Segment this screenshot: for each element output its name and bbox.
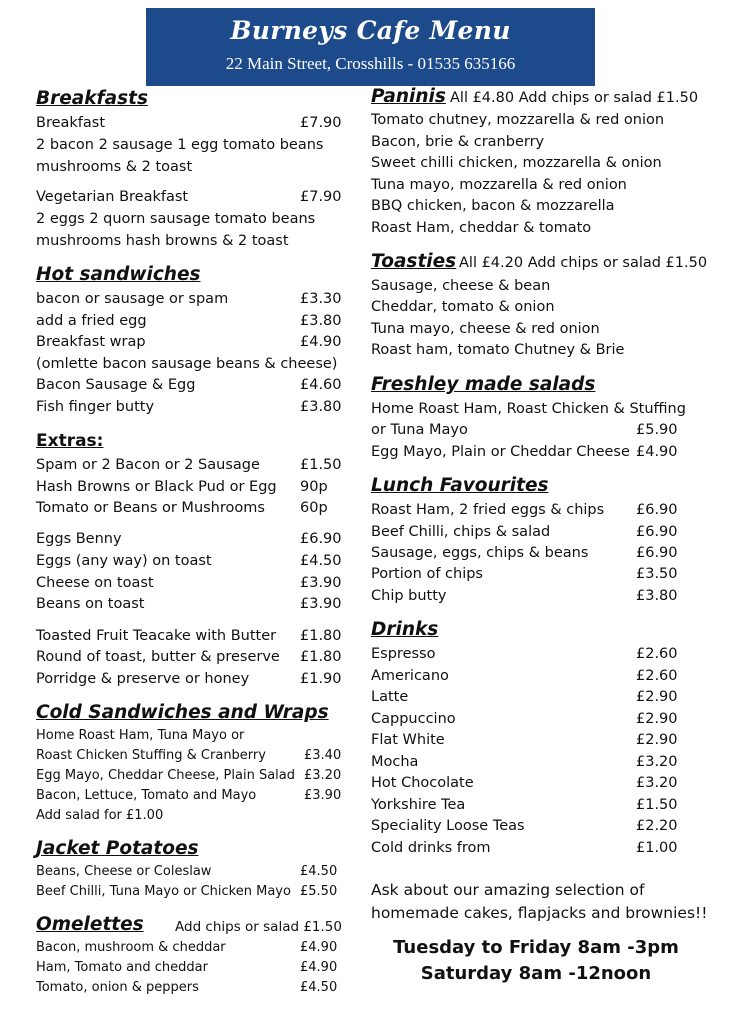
item-description: (omlette bacon sausage beans & cheese): [36, 356, 338, 372]
menu-item: Porridge & preserve or honey: [36, 671, 250, 687]
item-price: £3.90: [304, 788, 342, 803]
section-note: All £4.20 Add chips or salad £1.50: [459, 255, 708, 271]
menu-item: Home Roast Ham, Tuna Mayo or: [36, 728, 245, 743]
item-description: mushrooms & 2 toast: [36, 159, 193, 175]
item-price: £1.50: [636, 797, 678, 813]
item-price: £2.60: [636, 646, 678, 662]
item-price: £1.80: [300, 649, 342, 665]
item-price: £4.90: [636, 444, 678, 460]
menu-item: Roast Ham, cheddar & tomato: [371, 220, 592, 236]
menu-item: Fish finger butty: [36, 399, 155, 415]
section-heading-toasties: Toasties: [371, 251, 457, 272]
menu-item: Breakfast: [36, 115, 106, 131]
menu-item: Eggs Benny: [36, 531, 122, 547]
menu-item: Yorkshire Tea: [371, 797, 466, 813]
item-price: £7.90: [300, 115, 342, 131]
menu-item: Tuna mayo, mozzarella & red onion: [371, 177, 627, 193]
menu-item: Cheese on toast: [36, 575, 154, 591]
menu-item: Eggs (any way) on toast: [36, 553, 212, 569]
section-heading-extras: Extras:: [36, 431, 104, 451]
menu-item: Spam or 2 Bacon or 2 Sausage: [36, 457, 260, 473]
menu-item: Tomato chutney, mozzarella & red onion: [371, 112, 665, 128]
menu-item: Espresso: [371, 646, 436, 662]
menu-item: Bacon Sausage & Egg: [36, 377, 196, 393]
menu-item: Hot Chocolate: [371, 775, 474, 791]
item-price: 90p: [300, 479, 328, 495]
menu-item: Toasted Fruit Teacake with Butter: [36, 628, 277, 644]
item-price: £3.30: [300, 291, 342, 307]
menu-item: Flat White: [371, 732, 445, 748]
info-line: homemade cakes, flapjacks and brownies!!: [371, 904, 708, 922]
section-heading-paninis: Paninis: [371, 86, 446, 107]
item-price: £3.20: [636, 775, 678, 791]
menu-item: Chip butty: [371, 588, 447, 604]
menu-item: Sausage, eggs, chips & beans: [371, 545, 589, 561]
section-heading-hot-sandwiches: Hot sandwiches: [36, 264, 201, 285]
section-heading-lunch-favourites: Lunch Favourites: [371, 475, 549, 496]
item-price: £6.90: [636, 524, 678, 540]
address-line: 22 Main Street, Crosshills - 01535 635166: [225, 54, 516, 73]
item-price: £1.80: [300, 628, 342, 644]
section-heading-breakfasts: Breakfasts: [36, 88, 148, 109]
menu-item: Cheddar, tomato & onion: [371, 299, 555, 315]
menu-item: or Tuna Mayo: [371, 422, 468, 438]
menu-item: Cappuccino: [371, 711, 456, 727]
item-price: £6.90: [300, 531, 342, 547]
menu-item: Cold drinks from: [371, 840, 491, 856]
item-price: £2.20: [636, 818, 678, 834]
item-price: 60p: [300, 500, 328, 516]
menu-item: Vegetarian Breakfast: [36, 189, 189, 205]
item-price: £3.50: [636, 566, 678, 582]
menu-note: Add salad for £1.00: [36, 808, 164, 823]
item-price: £3.80: [300, 399, 342, 415]
menu-item: Home Roast Ham, Roast Chicken & Stuffing: [371, 401, 686, 417]
item-description: mushrooms hash browns & 2 toast: [36, 233, 289, 249]
menu-item: Tomato, onion & peppers: [36, 980, 199, 995]
item-price: £6.90: [636, 545, 678, 561]
item-description: 2 eggs 2 quorn sausage tomato beans: [36, 211, 316, 227]
menu-item: Tuna mayo, cheese & red onion: [371, 321, 600, 337]
item-price: £5.50: [300, 884, 338, 899]
item-price: £4.60: [300, 377, 342, 393]
menu-item: Sausage, cheese & bean: [371, 278, 551, 294]
menu-item: Round of toast, butter & preserve: [36, 649, 280, 665]
menu-item: Beef Chilli, Tuna Mayo or Chicken Mayo: [36, 884, 291, 899]
opening-hours-weekday: Tuesday to Friday 8am -3pm: [393, 937, 679, 958]
section-note: Add chips or salad £1.50: [175, 919, 342, 935]
menu-item: Egg Mayo, Cheddar Cheese, Plain Salad: [36, 768, 296, 783]
menu-item: Egg Mayo, Plain or Cheddar Cheese: [371, 444, 630, 460]
item-price: £4.90: [300, 334, 342, 350]
menu-item: Sweet chilli chicken, mozzarella & onion: [371, 155, 662, 171]
section-heading-omelettes: Omelettes: [36, 914, 144, 935]
menu-item: Portion of chips: [371, 566, 483, 582]
menu-item: Hash Browns or Black Pud or Egg: [36, 479, 277, 495]
menu-item: Latte: [371, 689, 409, 705]
item-price: £4.90: [300, 940, 338, 955]
menu-item: Mocha: [371, 754, 419, 770]
section-heading-drinks: Drinks: [371, 619, 439, 640]
item-price: £3.80: [300, 313, 342, 329]
menu-item: Bacon, mushroom & cheddar: [36, 940, 226, 955]
menu-item: BBQ chicken, bacon & mozzarella: [371, 198, 615, 214]
item-price: £2.90: [636, 689, 678, 705]
item-price: £1.00: [636, 840, 678, 856]
item-price: £4.90: [300, 960, 338, 975]
menu-item: Beans, Cheese or Coleslaw: [36, 864, 212, 879]
item-price: £3.80: [636, 588, 678, 604]
opening-hours-saturday: Saturday 8am -12noon: [420, 963, 652, 984]
section-heading-salads: Freshley made salads: [371, 374, 596, 395]
menu-item: Roast ham, tomato Chutney & Brie: [371, 342, 625, 358]
item-price: £4.50: [300, 864, 338, 879]
menu-item: Roast Ham, 2 fried eggs & chips: [371, 502, 605, 518]
item-price: £3.20: [636, 754, 678, 770]
item-price: £7.90: [300, 189, 342, 205]
menu-item: Tomato or Beans or Mushrooms: [36, 500, 265, 516]
item-price: £3.40: [304, 748, 342, 763]
item-price: £2.90: [636, 711, 678, 727]
menu-item: Bacon, brie & cranberry: [371, 134, 545, 150]
menu-item: Roast Chicken Stuffing & Cranberry: [36, 748, 266, 763]
item-price: £3.90: [300, 596, 342, 612]
menu-item: Ham, Tomato and cheddar: [36, 960, 208, 975]
item-description: 2 bacon 2 sausage 1 egg tomato beans: [36, 137, 324, 153]
section-heading-jacket-potatoes: Jacket Potatoes: [36, 838, 199, 859]
item-price: £4.50: [300, 553, 342, 569]
item-price: £4.50: [300, 980, 338, 995]
header-banner: [146, 8, 595, 86]
item-price: £3.20: [304, 768, 342, 783]
item-price: £6.90: [636, 502, 678, 518]
menu-item: bacon or sausage or spam: [36, 291, 229, 307]
item-price: £2.60: [636, 668, 678, 684]
item-price: £1.50: [300, 457, 342, 473]
page-title: Burneys Cafe Menu: [230, 16, 511, 45]
menu-item: Beans on toast: [36, 596, 145, 612]
item-price: £5.90: [636, 422, 678, 438]
menu-item: Beef Chilli, chips & salad: [371, 524, 551, 540]
menu-item: Breakfast wrap: [36, 334, 146, 350]
menu-item: Bacon, Lettuce, Tomato and Mayo: [36, 788, 257, 803]
menu-item: Speciality Loose Teas: [371, 818, 525, 834]
section-heading-cold-sandwiches: Cold Sandwiches and Wraps: [36, 702, 329, 723]
item-price: £1.90: [300, 671, 342, 687]
info-line: Ask about our amazing selection of: [371, 881, 645, 899]
section-note: All £4.80 Add chips or salad £1.50: [450, 90, 699, 106]
menu-item: Americano: [371, 668, 449, 684]
menu-item: add a fried egg: [36, 313, 147, 329]
item-price: £2.90: [636, 732, 678, 748]
item-price: £3.90: [300, 575, 342, 591]
